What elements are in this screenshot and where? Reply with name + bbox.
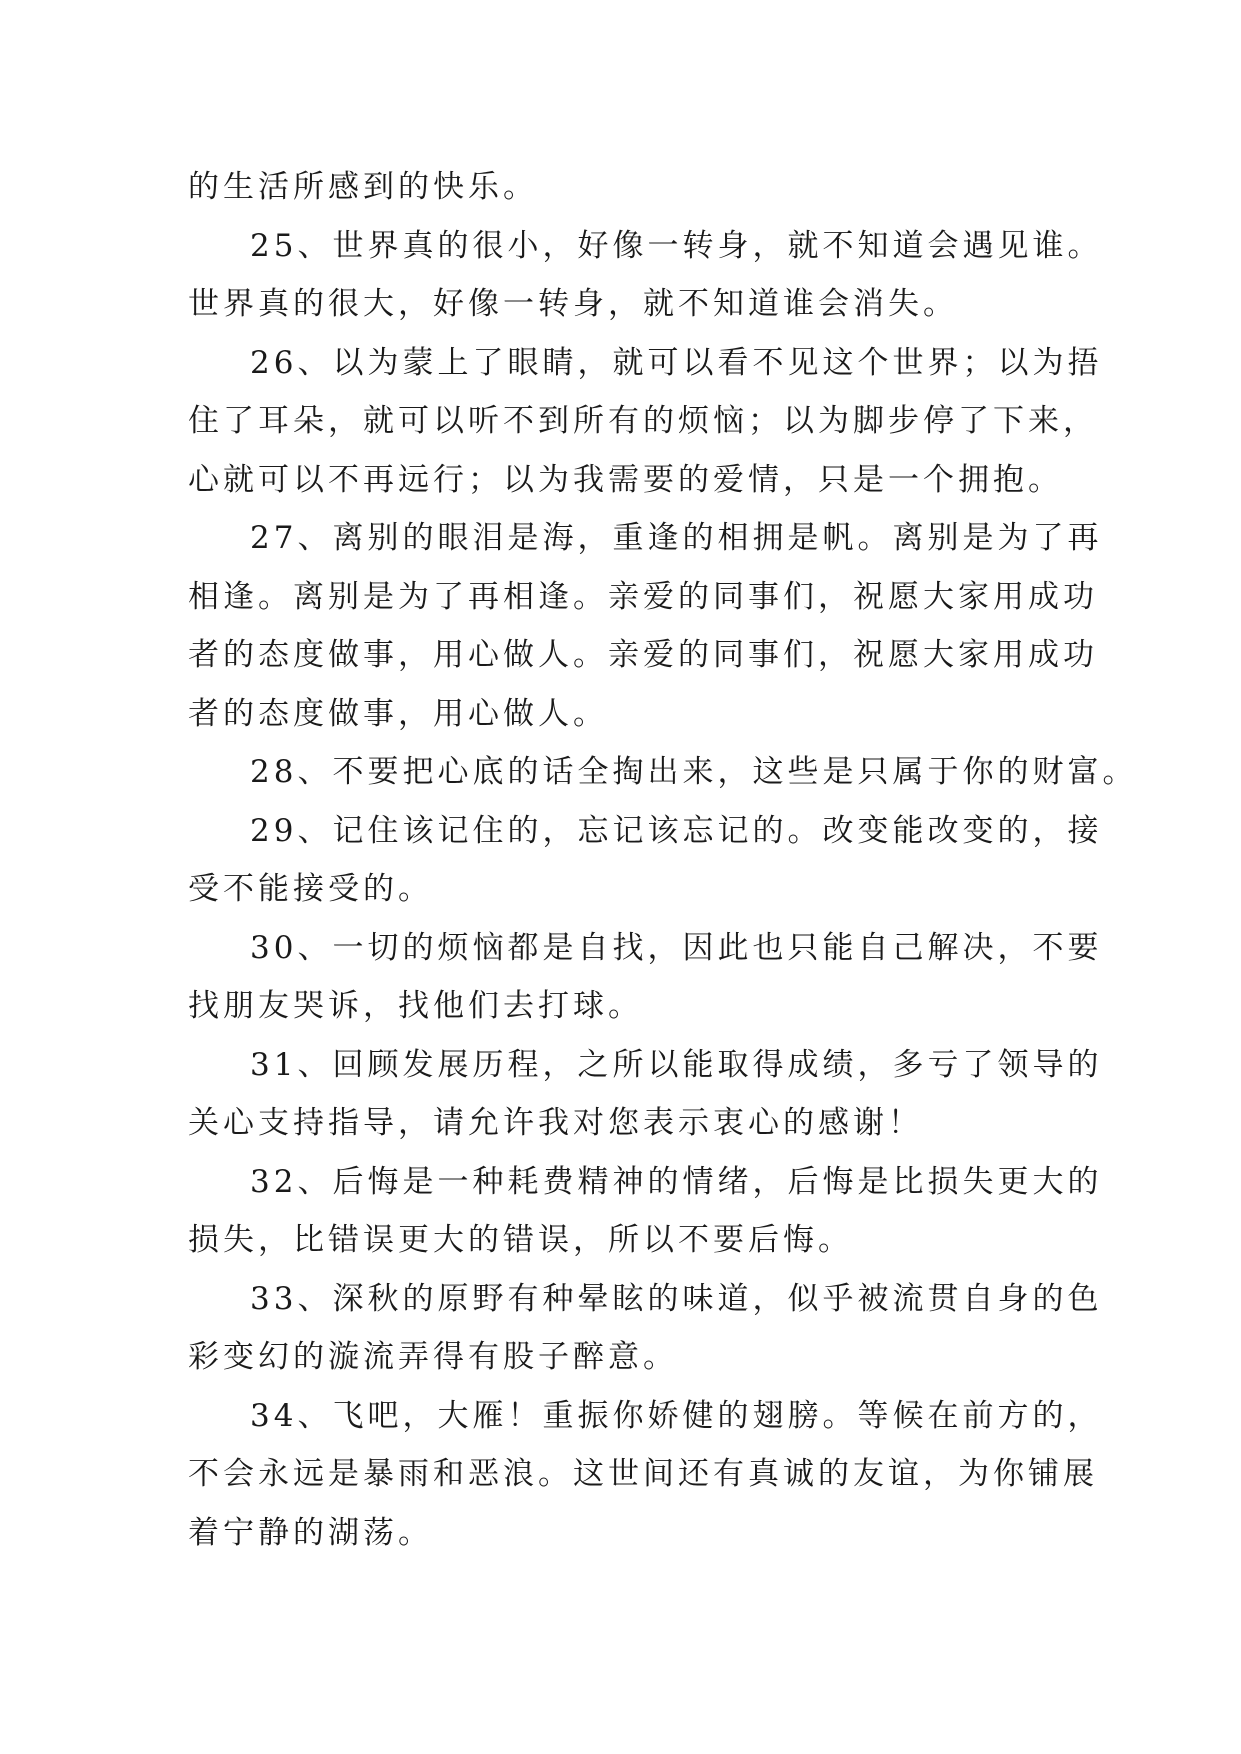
- text-line: 25、世界真的很小，好像一转身，就不知道会遇见谁。: [250, 227, 1103, 264]
- text-line: 相逢。离别是为了再相逢。亲爱的同事们，祝愿大家用成功: [188, 578, 1098, 615]
- text-line: 找朋友哭诉，找他们去打球。: [188, 988, 643, 1024]
- text-line: 心就可以不再远行；以为我需要的爱情，只是一个拥抱。: [188, 461, 1063, 498]
- text-line: 住了耳朵，就可以听不到所有的烦恼；以为脚步停了下来，: [188, 403, 1098, 439]
- text-line: 30、一切的烦恼都是自找，因此也只能自己解决，不要: [250, 929, 1103, 966]
- text-line: 世界真的很大，好像一转身，就不知道谁会消失。: [188, 286, 958, 322]
- text-line: 28、不要把心底的话全掏出来，这些是只属于你的财富。: [250, 754, 1138, 790]
- text-line: 损失，比错误更大的错误，所以不要后悔。: [188, 1222, 853, 1258]
- text-line: 者的态度做事，用心做人。: [188, 695, 608, 732]
- text-line: 不会永远是暴雨和恶浪。这世间还有真诚的友谊，为你铺展: [188, 1456, 1098, 1492]
- text-line: 26、以为蒙上了眼睛，就可以看不见这个世界；以为捂: [250, 344, 1103, 381]
- text-line: 27、离别的眼泪是海，重逢的相拥是帆。离别是为了再: [250, 520, 1103, 556]
- text-line: 34、飞吧，大雁！重振你娇健的翅膀。等候在前方的，: [250, 1397, 1103, 1434]
- text-line: 29、记住该记住的，忘记该忘记的。改变能改变的，接: [250, 812, 1103, 849]
- text-line: 着宁静的湖荡。: [188, 1514, 433, 1551]
- text-line: 彩变幻的漩流弄得有股子醉意。: [188, 1339, 678, 1375]
- text-line: 的生活所感到的快乐。: [188, 169, 538, 205]
- text-line: 31、回顾发展历程，之所以能取得成绩，多亏了领导的: [250, 1046, 1103, 1083]
- text-line: 受不能接受的。: [188, 871, 433, 907]
- text-line: 关心支持指导，请允许我对您表示衷心的感谢！: [188, 1105, 923, 1141]
- document-body: [188, 158, 1138, 1562]
- text-line: 者的态度做事，用心做人。亲爱的同事们，祝愿大家用成功: [188, 637, 1098, 673]
- text-line: 32、后悔是一种耗费精神的情绪，后悔是比损失更大的: [250, 1163, 1103, 1200]
- text-line: 33、深秋的原野有种晕眩的味道，似乎被流贯自身的色: [250, 1280, 1103, 1317]
